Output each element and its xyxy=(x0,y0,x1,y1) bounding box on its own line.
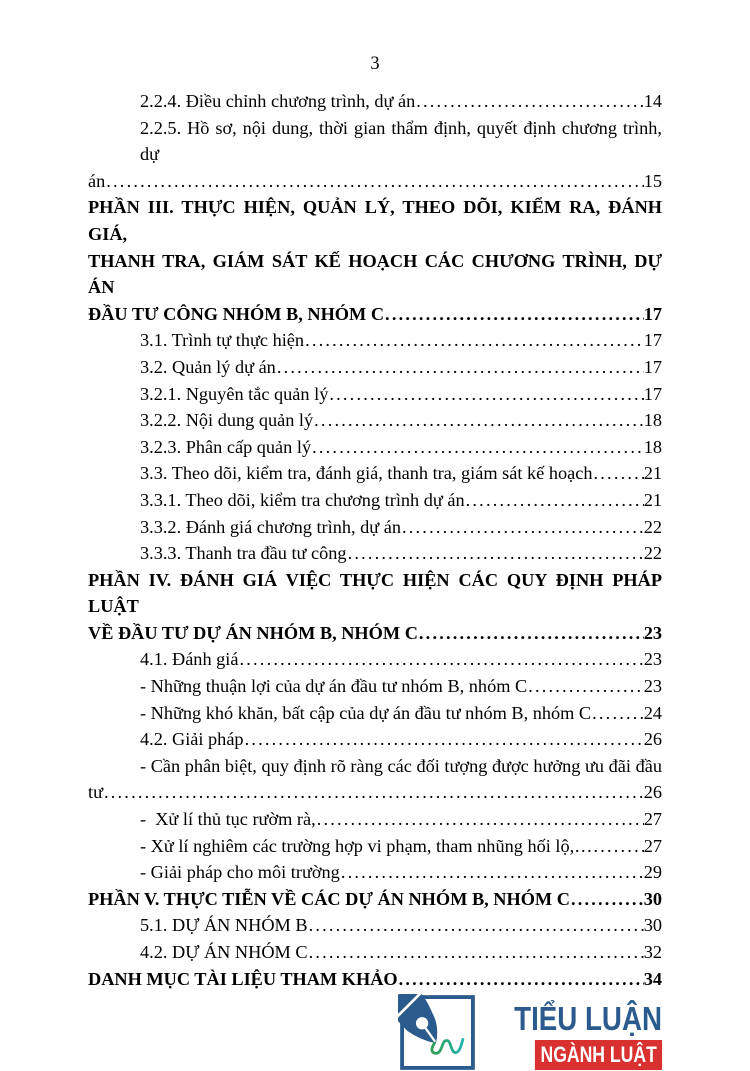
toc-page-ref: 26 xyxy=(643,729,662,750)
toc-entry xyxy=(88,540,662,567)
toc-entry-text: - Xử lí nghiêm các trường hợp vi phạm, tham nhũng hối lộ,… xyxy=(140,835,593,856)
toc-entry xyxy=(88,354,662,381)
toc-entry xyxy=(88,646,662,673)
toc-entry: - Cần phân biệt, quy định rõ ràng các đối tượng được hưởng ưu đãi đầu xyxy=(140,755,662,776)
fountain-pen-writing-icon xyxy=(398,994,477,1071)
toc-entry xyxy=(88,514,662,541)
toc-entry-text: 3.2.2. Nội dung quản lý xyxy=(140,410,314,431)
toc-page-ref: 30 xyxy=(643,915,662,936)
toc-page-ref: 29 xyxy=(643,862,662,883)
toc-page-ref: 15 xyxy=(643,170,662,191)
dotted-leader xyxy=(465,487,644,514)
dotted-leader xyxy=(311,434,644,461)
dotted-leader xyxy=(244,726,644,753)
toc-entry-text: DANH MỤC TÀI LIỆU THAM KHẢO xyxy=(88,968,398,989)
toc-page-ref: 21 xyxy=(643,463,662,484)
toc-page-ref: 22 xyxy=(643,543,662,564)
dotted-leader xyxy=(340,859,644,886)
toc-entry-text: ĐẦU TƯ CÔNG NHÓM B, NHÓM C xyxy=(88,303,385,324)
dotted-leader xyxy=(398,966,644,993)
toc-page-ref: 23 xyxy=(643,676,662,697)
dotted-leader xyxy=(105,168,643,195)
toc-page-ref: 17 xyxy=(643,330,662,351)
toc-entry xyxy=(88,168,662,195)
toc-entry xyxy=(88,460,662,487)
toc-entry-text: 3.2. Quản lý dự án xyxy=(140,356,276,377)
toc-page-ref: 17 xyxy=(643,356,662,377)
toc-page-ref: 22 xyxy=(643,516,662,537)
toc-entry-text: 3.3. Theo dõi, kiểm tra, đánh giá, thanh tra, giám sát kế hoạch xyxy=(140,463,593,484)
toc-entry xyxy=(88,327,662,354)
toc-page-ref: 32 xyxy=(643,942,662,962)
toc-entry xyxy=(88,673,662,700)
dotted-leader xyxy=(418,620,644,647)
toc-page-ref: 27 xyxy=(643,835,662,856)
dotted-leader xyxy=(384,301,644,328)
toc-page-ref: 30 xyxy=(643,888,662,909)
toc-entry-text: - Giải pháp cho môi trường xyxy=(140,862,340,883)
toc-entry-text: 4.1. Đánh giá xyxy=(140,649,239,670)
toc-entry-text: VỀ ĐẦU TƯ DỰ ÁN NHÓM B, NHÓM C xyxy=(88,622,418,643)
dotted-leader xyxy=(308,939,644,966)
toc-page-ref: 23 xyxy=(643,649,662,670)
brand-logo xyxy=(88,994,662,1071)
toc-page-ref: 17 xyxy=(643,383,662,404)
dotted-leader xyxy=(328,381,643,408)
dotted-leader xyxy=(308,912,644,939)
toc-entry-text: PHẦN V. THỰC TIỄN VỀ CÁC DỰ ÁN NHÓM B, NHÓM C xyxy=(88,888,570,909)
logo-text-column xyxy=(486,994,662,1070)
toc-entry xyxy=(88,726,662,753)
toc-page-ref: 17 xyxy=(643,303,662,324)
dotted-leader xyxy=(103,779,644,806)
toc-entry xyxy=(88,833,662,860)
toc-entry-text: 2.2.4. Điều chỉnh chương trình, dự án xyxy=(140,91,416,111)
dotted-leader xyxy=(570,886,644,913)
toc-entry-text: - Xử lí thủ tục rườm rà, xyxy=(140,809,316,830)
dotted-leader xyxy=(313,407,644,434)
toc-entry xyxy=(88,700,662,727)
toc-entry xyxy=(88,779,662,806)
logo-title: TIỂU LUẬN xyxy=(514,1000,662,1038)
toc-heading-entry: THANH TRA, GIÁM SÁT KẾ HOẠCH CÁC CHƯƠNG TRÌNH, DỰ ÁN xyxy=(88,250,662,298)
toc-entry xyxy=(88,806,662,833)
dotted-leader xyxy=(276,354,644,381)
toc-entry xyxy=(88,939,662,966)
toc-heading-entry: PHẦN III. THỰC HIỆN, QUẢN LÝ, THEO DÕI, KIỂM RA, ĐÁNH GIÁ, xyxy=(88,197,662,244)
toc-heading-entry xyxy=(88,620,662,647)
toc-entry-text: 4.2. DỰ ÁN NHÓM C xyxy=(140,942,308,962)
toc-heading-entry xyxy=(88,966,662,993)
dotted-leader xyxy=(591,700,644,727)
toc-entry-text: 3.2.3. Phân cấp quản lý xyxy=(140,436,312,457)
dotted-leader xyxy=(304,327,644,354)
toc-heading-entry xyxy=(88,886,662,913)
toc-entry xyxy=(88,434,662,461)
dotted-leader xyxy=(527,673,644,700)
toc-entry-text: 3.3.3. Thanh tra đầu tư công xyxy=(140,543,347,564)
toc-entry-text: - Những thuận lợi của dự án đầu tư nhóm B, nhóm C xyxy=(140,676,528,697)
pen-nib-breather-hole xyxy=(416,1017,428,1029)
toc-entry xyxy=(88,487,662,514)
toc-page-ref: 24 xyxy=(643,702,662,723)
toc-entry-text: - Những khó khăn, bất cập của dự án đầu tư nhóm B, nhóm C xyxy=(140,702,592,723)
toc-heading-entry xyxy=(88,301,662,328)
toc-page-ref: 21 xyxy=(643,489,662,510)
toc-entry-text: 5.1. DỰ ÁN NHÓM B xyxy=(140,915,308,936)
toc-entry xyxy=(88,912,662,939)
logo-badge: NGÀNH LUẬT xyxy=(534,1040,662,1070)
toc-page-ref: 18 xyxy=(643,436,662,457)
toc-entry xyxy=(88,407,662,434)
toc-entry-text: 3.3.2. Đánh giá chương trình, dự án xyxy=(140,516,401,537)
toc-entry-text: tư xyxy=(88,782,103,803)
toc-page-ref: 27 xyxy=(643,809,662,830)
dotted-leader xyxy=(347,540,644,567)
table-of-contents xyxy=(88,88,662,992)
toc-page-ref: 26 xyxy=(643,782,662,803)
toc-entry-text: 3.3.1. Theo dõi, kiểm tra chương trình dự án xyxy=(140,489,465,510)
toc-entry-text: 3.1. Trình tự thực hiện xyxy=(140,330,305,351)
dotted-leader xyxy=(401,514,644,541)
dotted-leader xyxy=(593,460,644,487)
toc-entry: 2.2.5. Hồ sơ, nội dung, thời gian thẩm định, quyết định chương trình, dự xyxy=(140,117,662,165)
toc-entry-text: 4.2. Giải pháp xyxy=(140,729,244,750)
toc-heading-entry: PHẦN IV. ĐÁNH GIÁ VIỆC THỰC HIỆN CÁC QUY ĐỊNH PHÁP LUẬT xyxy=(88,569,662,617)
toc-entry xyxy=(88,88,662,115)
toc-page-ref: 34 xyxy=(643,968,662,989)
toc-entry-text: 3.2.1. Nguyên tắc quản lý xyxy=(140,383,329,404)
page-number: 3 xyxy=(370,54,380,74)
toc-page-ref: 23 xyxy=(643,622,662,643)
toc-entry xyxy=(88,859,662,886)
toc-page-ref: 18 xyxy=(643,410,662,431)
dotted-leader xyxy=(592,833,643,860)
dotted-leader xyxy=(239,646,644,673)
dotted-leader xyxy=(316,806,644,833)
dotted-leader xyxy=(415,88,644,115)
toc-entry xyxy=(88,381,662,408)
toc-page-ref: 14 xyxy=(643,91,662,111)
toc-entry-text: án xyxy=(88,170,106,191)
